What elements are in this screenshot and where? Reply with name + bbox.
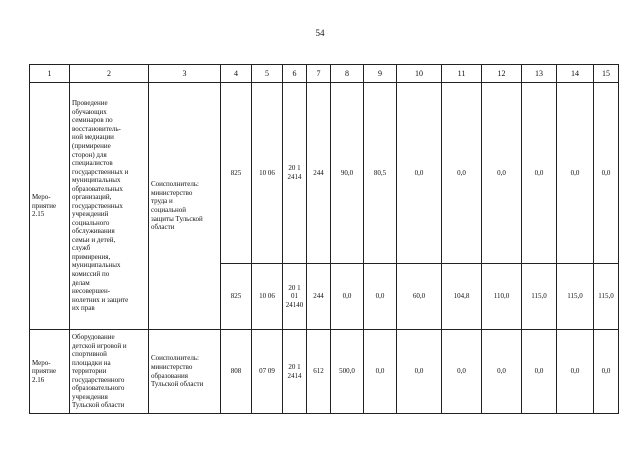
amount-cell: 110,0 (482, 264, 522, 330)
ministry-code-cell: 808 (221, 330, 252, 414)
ministry-code-cell: 825 (221, 83, 252, 264)
amount-cell: 115,0 (557, 264, 594, 330)
table-header-row (30, 65, 619, 83)
expense-type-cell: 244 (307, 264, 331, 330)
table-row (30, 330, 619, 414)
target-article-cell: 20 1 2414 (283, 330, 307, 414)
amount-cell: 0,0 (482, 83, 522, 264)
column-header: 10 (397, 65, 442, 83)
amount-cell: 0,0 (522, 330, 557, 414)
amount-cell: 60,0 (397, 264, 442, 330)
amount-cell: 80,5 (364, 83, 397, 264)
amount-cell: 0,0 (397, 330, 442, 414)
activity-description-cell: Проведение обучающих семинаров по восстановитель- ной медиации (примирение сторон) для специалистов государственных и муниципальных образовательных организаций, государственных учреждений социального обслуживания семьи и детей, служб примирения, муниципальных комиссий по делам несовершен- нолетних и защите их прав (70, 83, 149, 330)
amount-cell: 0,0 (442, 83, 482, 264)
column-header: 12 (482, 65, 522, 83)
column-header: 1 (30, 65, 70, 83)
column-header: 4 (221, 65, 252, 83)
column-header: 5 (252, 65, 283, 83)
column-header: 13 (522, 65, 557, 83)
activity-executor-cell: Соисполнитель: министерство образования Тульской области (149, 330, 221, 414)
amount-cell: 115,0 (522, 264, 557, 330)
section-code-cell: 07 09 (252, 330, 283, 414)
page-number: 54 (315, 28, 325, 38)
amount-cell: 90,0 (331, 83, 364, 264)
column-header: 7 (307, 65, 331, 83)
amount-cell: 0,0 (331, 264, 364, 330)
column-header: 14 (557, 65, 594, 83)
amount-cell: 0,0 (364, 264, 397, 330)
amount-cell: 0,0 (397, 83, 442, 264)
budget-table (29, 64, 619, 414)
section-code-cell: 10 06 (252, 83, 283, 264)
amount-cell: 0,0 (557, 83, 594, 264)
amount-cell: 0,0 (442, 330, 482, 414)
target-article-cell: 20 1 01 24140 (283, 264, 307, 330)
activity-name-cell: Меро- приятие 2.15 (30, 83, 70, 330)
amount-cell: 0,0 (594, 83, 619, 264)
target-article-cell: 20 1 2414 (283, 83, 307, 264)
amount-cell: 0,0 (522, 83, 557, 264)
expense-type-cell: 612 (307, 330, 331, 414)
section-code-cell: 10 06 (252, 264, 283, 330)
activity-executor-cell: Соисполнитель: министерство труда и социальной защиты Тульской области (149, 83, 221, 330)
amount-cell: 104,8 (442, 264, 482, 330)
amount-cell: 0,0 (594, 330, 619, 414)
amount-cell: 500,0 (331, 330, 364, 414)
column-header: 6 (283, 65, 307, 83)
amount-cell: 0,0 (482, 330, 522, 414)
column-header: 15 (594, 65, 619, 83)
column-header: 8 (331, 65, 364, 83)
amount-cell: 115,0 (594, 264, 619, 330)
ministry-code-cell: 825 (221, 264, 252, 330)
column-header: 11 (442, 65, 482, 83)
activity-description-cell: Оборудование детской игровой и спортивной площадки на территории государственного образовательного учреждения Тульской области (70, 330, 149, 414)
column-header: 2 (70, 65, 149, 83)
column-header: 9 (364, 65, 397, 83)
activity-name-cell: Меро- приятие 2.16 (30, 330, 70, 414)
table-row (30, 83, 619, 264)
amount-cell: 0,0 (557, 330, 594, 414)
column-header: 3 (149, 65, 221, 83)
amount-cell: 0,0 (364, 330, 397, 414)
expense-type-cell: 244 (307, 83, 331, 264)
